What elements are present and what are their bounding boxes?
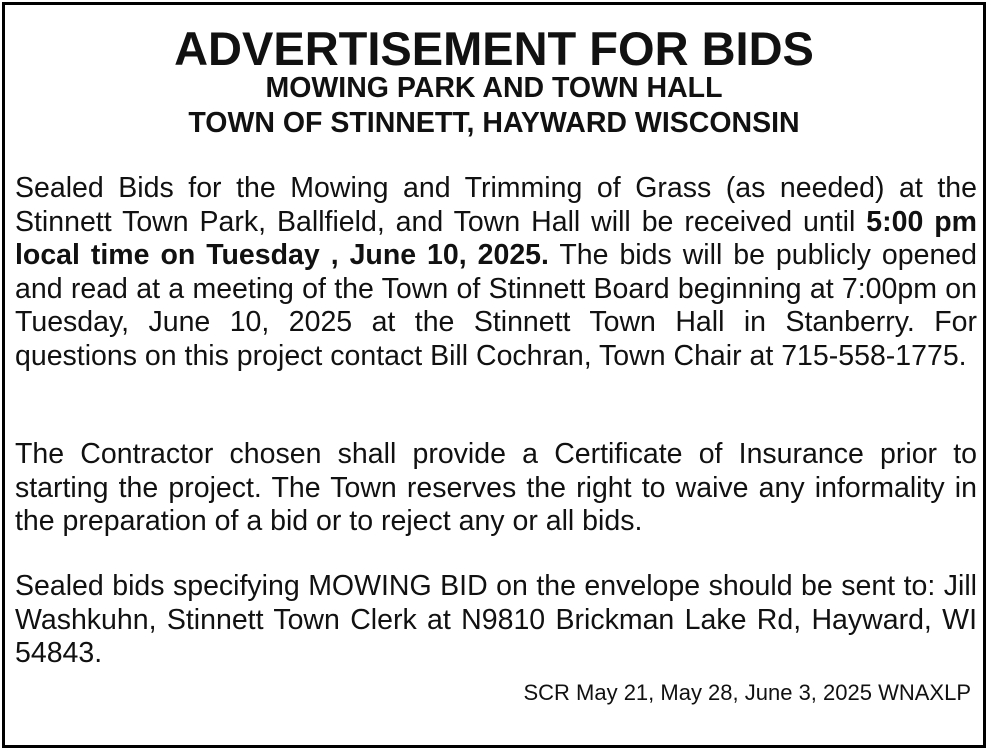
bid-intro-text: Sealed Bids for the Mowing and Trimming of Grass (as needed) at the Stinnett Town Park, Ballfield, and Town Hall will be received until	[15, 172, 977, 238]
bid-opening-text: The bids will be publicly opened and read at a meeting of the Town of Stinnett Board beginning at 7:00pm on Tuesday, June 10, 2025 at the Stinnett Town Hall in Stanberry. For questions on this project contact Bill Cochran, Town Chair at 715-558-1775.	[15, 239, 977, 372]
insurance-paragraph: The Contractor chosen shall provide a Certificate of Insurance prior to starting the project. The Town reserves the right to waive any informality in the preparation of a bid or to reject any or all bids.	[15, 438, 977, 537]
bid-details-paragraph	[15, 172, 977, 373]
ad-subtitle-project: MOWING PARK AND TOWN HALL	[265, 72, 723, 104]
bid-deadline: 5:00 pm local time on Tuesday , June 10, 2025.	[15, 205, 977, 271]
submission-paragraph: Sealed bids specifying MOWING BID on the envelope should be sent to: Jill Washkuhn, Stinnett Town Clerk at N9810 Brickman Lake Rd, Hayward, WI 54843.	[15, 570, 977, 669]
publication-dates: SCR May 21, May 28, June 3, 2025 WNAXLP	[523, 680, 971, 705]
ad-title: ADVERTISEMENT FOR BIDS	[174, 22, 814, 75]
ad-subtitle-location: TOWN OF STINNETT, HAYWARD WISCONSIN	[188, 107, 800, 139]
advertisement-notice	[2, 2, 986, 748]
